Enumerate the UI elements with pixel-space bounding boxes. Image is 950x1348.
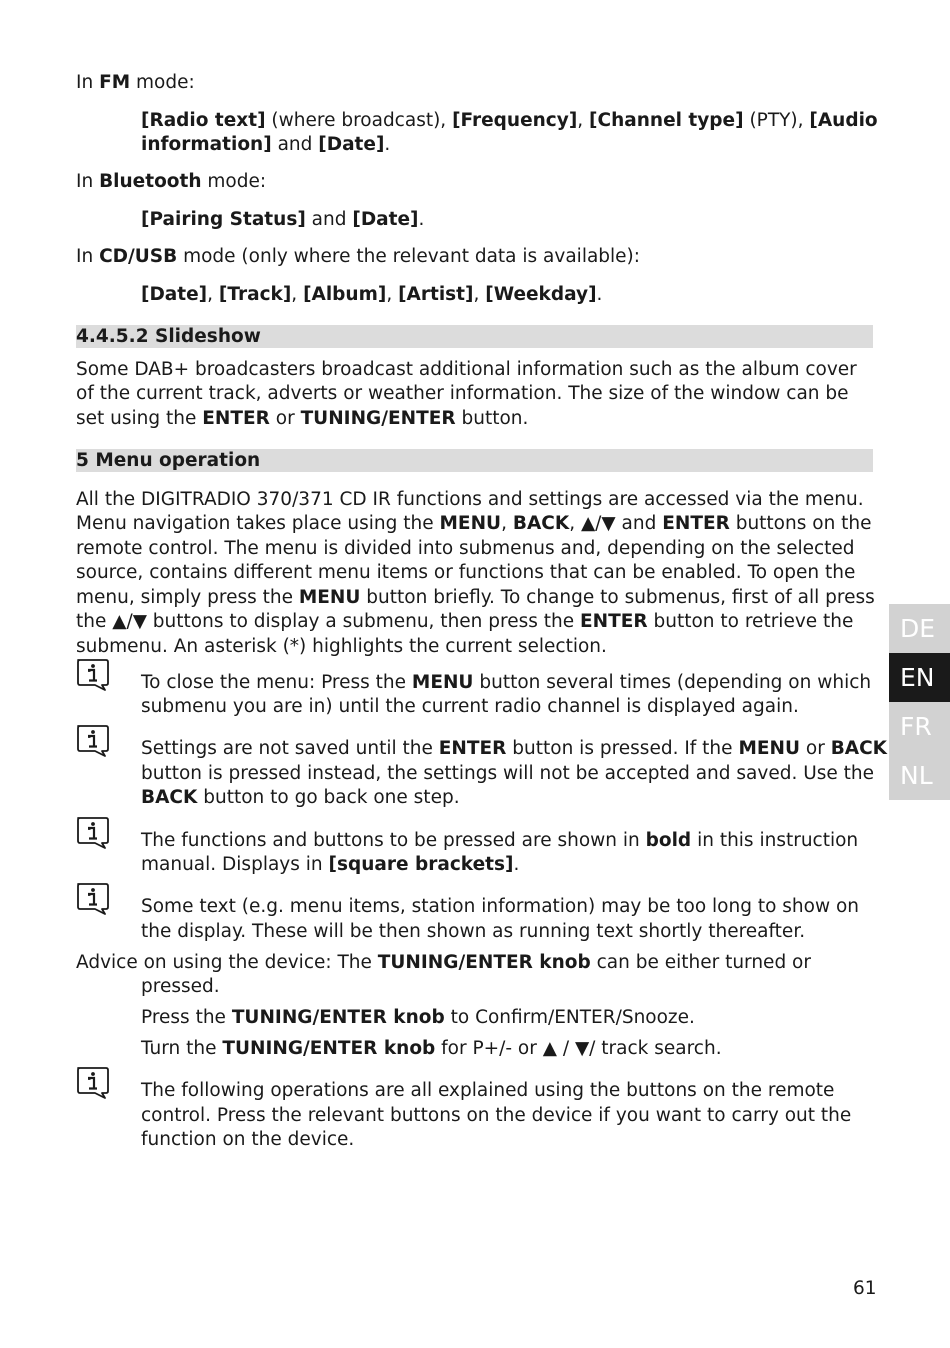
cdusb-items-line: [Date], [Track], [Album], [Artist], [Weekday]. bbox=[141, 284, 603, 305]
note-3-line-1: The functions and buttons to be pressed are shown in bold in this instruction bbox=[141, 830, 859, 851]
info-icon bbox=[75, 882, 109, 916]
language-tab-en[interactable]: EN bbox=[889, 653, 950, 702]
note-2-line-3: BACK button to go back one step. bbox=[141, 787, 460, 808]
menu-text-line-2: Menu navigation takes place using the MENU, BACK, ▲/▼ and ENTER buttons on the bbox=[76, 513, 872, 534]
note-2-line-1: Settings are not saved until the ENTER button is pressed. If the MENU or BACK bbox=[141, 738, 888, 759]
bluetooth-items-line: [Pairing Status] and [Date]. bbox=[141, 209, 425, 230]
fm-mode-line: In FM mode: bbox=[76, 72, 195, 93]
slideshow-text-line-3: set using the ENTER or TUNING/ENTER button. bbox=[76, 408, 529, 429]
menu-text-line-5: menu, simply press the MENU button briefly. To change to submenus, first of all press bbox=[76, 587, 875, 608]
section-heading-menu-operation: 5 Menu operation bbox=[76, 449, 873, 472]
menu-text-line-1: All the DIGITRADIO 370/371 CD IR functions and settings are accessed via the menu. bbox=[76, 489, 864, 510]
language-tab-de[interactable]: DE bbox=[889, 604, 950, 653]
advice-line-2: pressed. bbox=[141, 976, 220, 997]
note-3-line-2: manual. Displays in [square brackets]. bbox=[141, 854, 520, 875]
note-4-line-1: Some text (e.g. menu items, station information) may be too long to show on bbox=[141, 896, 860, 917]
advice-line-3: Press the TUNING/ENTER knob to Confirm/ENTER/Snooze. bbox=[141, 1007, 695, 1028]
section-heading-slideshow: 4.4.5.2 Slideshow bbox=[76, 325, 873, 348]
language-tab-fr[interactable]: FR bbox=[889, 702, 950, 751]
note-2-line-2: button is pressed instead, the settings will not be accepted and saved. Use the bbox=[141, 763, 875, 784]
menu-text-line-7: submenu. An asterisk (*) highlights the current selection. bbox=[76, 636, 607, 657]
slideshow-text-line-1: Some DAB+ broadcasters broadcast additional information such as the album cover bbox=[76, 359, 857, 380]
language-tabs bbox=[889, 604, 950, 800]
note-5-line-2: control. Press the relevant buttons on the device if you want to carry out the bbox=[141, 1105, 852, 1126]
info-icon bbox=[75, 816, 109, 850]
note-5-line-1: The following operations are all explained using the buttons on the remote bbox=[141, 1080, 835, 1101]
fm-items-line-1: [Radio text] (where broadcast), [Frequency], [Channel type] (PTY), [Audio bbox=[141, 110, 878, 131]
slideshow-text-line-2: of the current track, adverts or weather information. The size of the window can be bbox=[76, 383, 849, 404]
advice-line-4: Turn the TUNING/ENTER knob for P+/- or ▲ / ▼/ track search. bbox=[141, 1038, 722, 1059]
note-4-line-2: the display. These will be then shown as running text shortly thereafter. bbox=[141, 921, 806, 942]
cdusb-mode-line: In CD/USB mode (only where the relevant data is available): bbox=[76, 246, 641, 267]
page-number: 61 bbox=[853, 1278, 877, 1299]
menu-text-line-6: the ▲/▼ buttons to display a submenu, then press the ENTER button to retrieve the bbox=[76, 611, 854, 632]
bluetooth-mode-line: In Bluetooth mode: bbox=[76, 171, 267, 192]
info-icon bbox=[75, 724, 109, 758]
menu-text-line-4: source, contains different menu items or functions that can be enabled. To open the bbox=[76, 562, 856, 583]
note-1-line-2: submenu you are in) until the current radio channel is displayed again. bbox=[141, 696, 799, 717]
note-1-line-1: To close the menu: Press the MENU button several times (depending on which bbox=[141, 672, 872, 693]
note-5-line-3: function on the device. bbox=[141, 1129, 355, 1150]
fm-items-line-2: information] and [Date]. bbox=[141, 134, 391, 155]
language-tab-nl[interactable]: NL bbox=[889, 751, 950, 800]
info-icon bbox=[75, 1066, 109, 1100]
info-icon bbox=[75, 658, 109, 692]
menu-text-line-3: remote control. The menu is divided into submenus and, depending on the selected bbox=[76, 538, 855, 559]
advice-line-1: Advice on using the device: The TUNING/ENTER knob can be either turned or bbox=[76, 952, 811, 973]
